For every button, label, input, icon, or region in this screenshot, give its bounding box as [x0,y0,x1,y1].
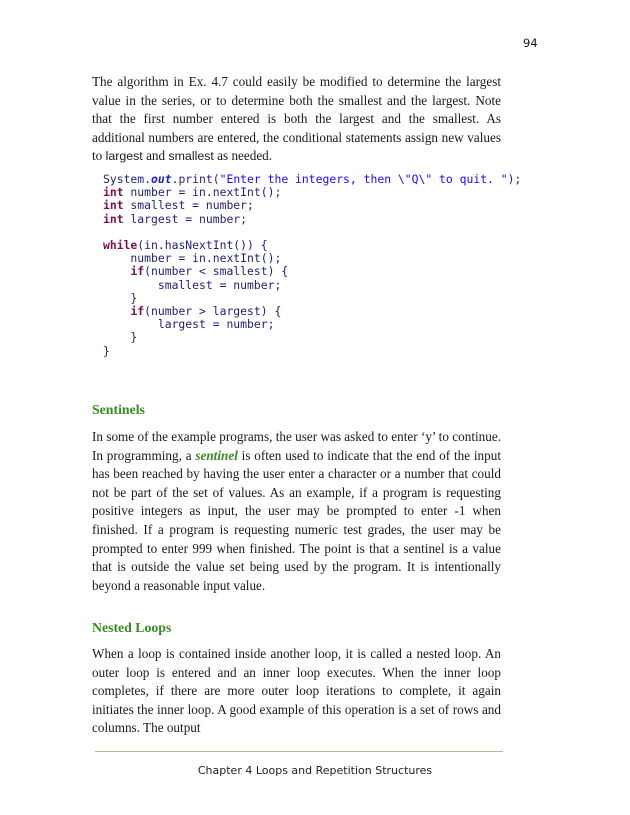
code-block [103,173,521,358]
code-line: } [103,290,138,305]
nested-loops-paragraph: When a loop is contained inside another loop, it is called a nested loop. An outer loop is entered and an inner loop executes. When the inner loop completes, if there are more outer loop iterations to complete, it again initiates the inner loop. A good example of this operation is a set of rows and columns. The output [92,646,501,736]
sentinels-text-end: is often used to indicate that the end of the input has been reached by having the user enter a character or a number that could not be part of the set of values. As an example, if a program is requesting positive integers as input, the user may be prompted to enter -1 when finished. If a program is requesting numeric test grades, the user may be prompted to enter 999 when finished. The point is that a sentinel is a value that is outside the value set being used by the program. It is intentionally beyond a reasonable input value. [92,447,501,593]
var-smallest: smallest [168,149,214,164]
code-line: int number = in.nextInt(); [103,185,282,200]
intro-paragraph [92,73,501,166]
var-largest: largest [105,149,143,164]
code-line: number = in.nextInt(); [103,251,282,266]
code-line: while(in.hasNextInt()) { [103,238,268,253]
sentinels-text-start: In some of the example programs, the user was asked to enter ‘y’ to continue. In programming, a [92,429,501,463]
code-line: } [103,330,138,345]
code-line: int largest = number; [103,211,248,226]
sentinels-heading: Sentinels [92,402,145,417]
footer-divider [95,751,503,752]
intro-text-and: and [142,148,169,164]
code-line: } [103,343,110,358]
sentinels-paragraph [92,428,501,595]
code-line: largest = number; [103,317,275,332]
sentinel-term: sentinel [195,447,238,463]
code-line: smallest = number; [103,277,282,292]
code-line: if(number < smallest) { [130,264,289,279]
nested-loops-heading: Nested Loops [92,620,172,635]
intro-text-start: The algorithm in Ex. 4.7 could easily be modified to determine the largest value in the series, or to determine both the smallest and the largest. Note that the first number entered is both the largest and the smallest. As additional numbers are entered, the conditional statements assign new values to [92,74,501,164]
code-line: int smallest = number; [103,198,254,213]
footer-chapter-title: Chapter 4 Loops and Repetition Structures [197,764,433,777]
code-line: if(number > largest) { [130,304,282,319]
intro-text-end: as needed. [213,148,273,164]
code-line: System.out.print("Enter the integers, then \"Q\" to quit. "); [103,172,522,186]
page-number: 94 [523,36,538,50]
